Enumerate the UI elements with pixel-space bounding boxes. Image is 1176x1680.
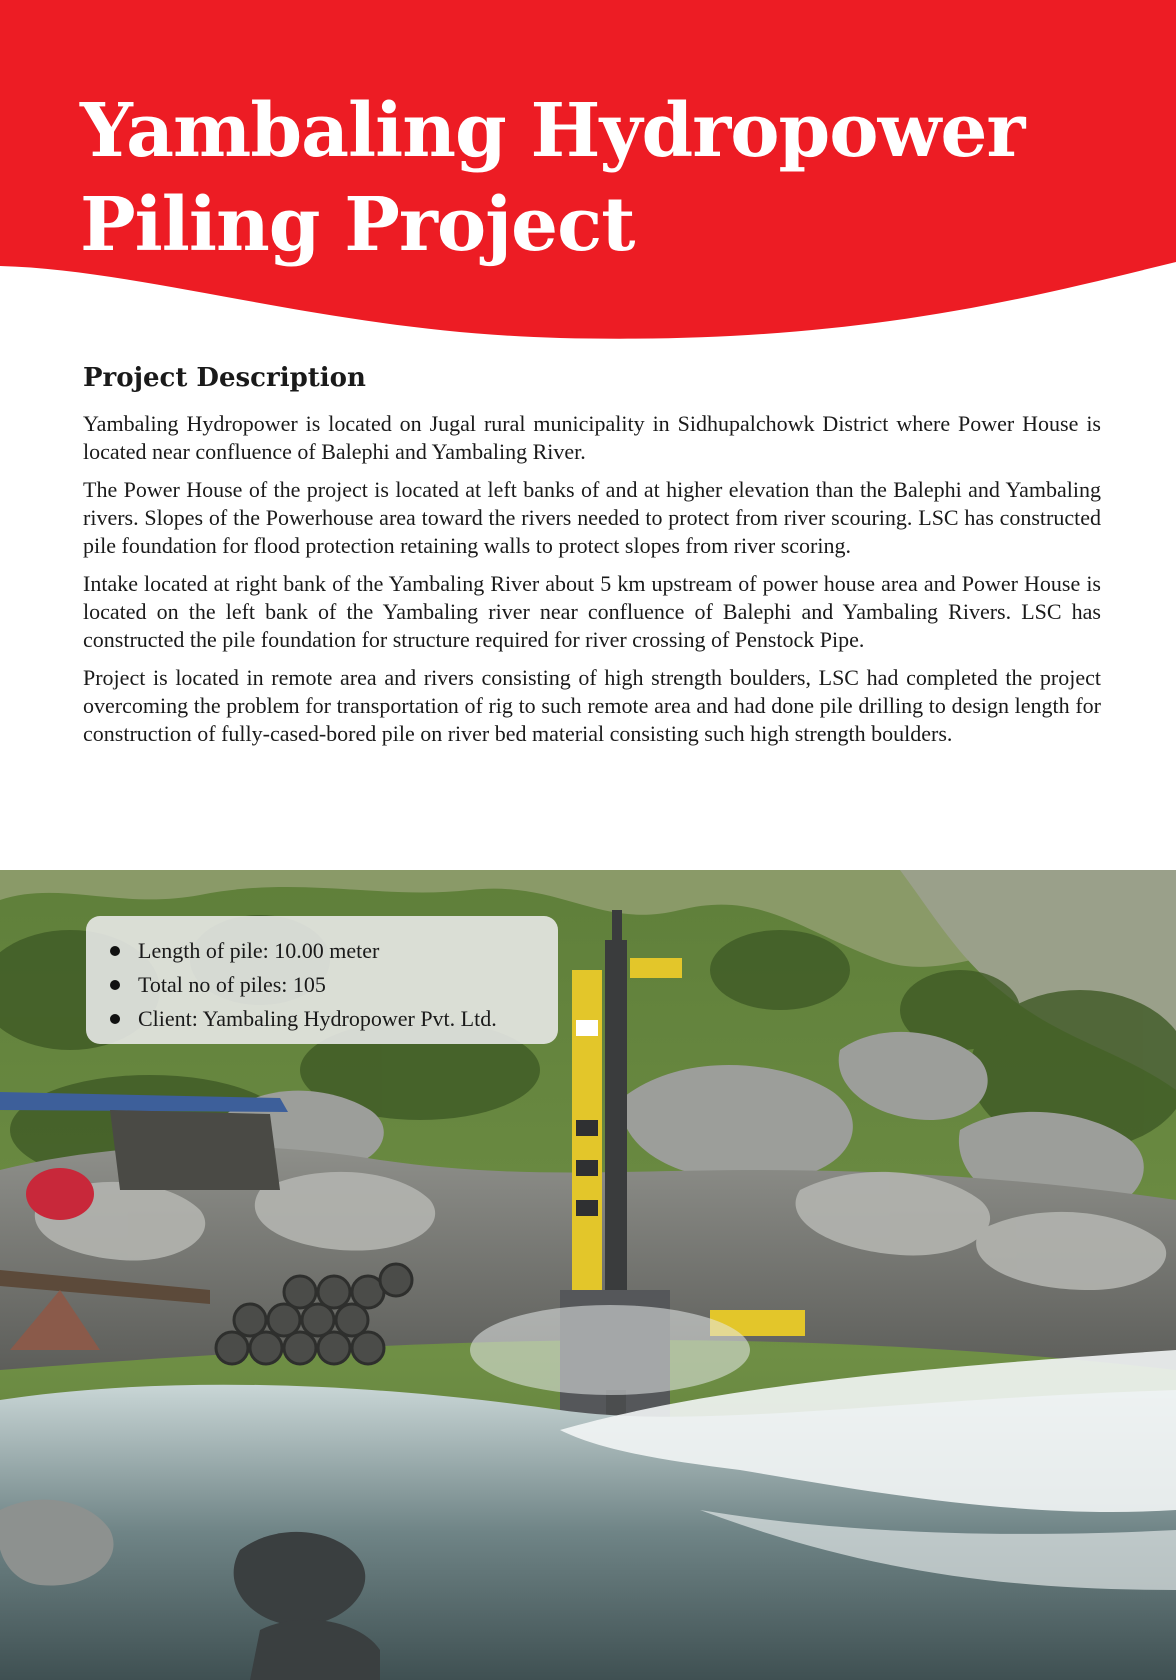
description-paragraph-1: Yambaling Hydropower is located on Jugal rural municipality in Sidhupalchowk District where Power House is located near confluence of Balephi and Yambaling River. (83, 411, 1101, 464)
description-paragraph-3: Intake located at right bank of the Yambaling River about 5 km upstream of power house area and Power House is located on the left bank of the Yambaling river near confluence of Balephi and Yambaling Rivers. LSC has constructed the pile foundation for structure required for river crossing of Penstock Pipe. (83, 571, 1101, 652)
bullet-icon (110, 1014, 120, 1024)
header-banner (0, 0, 1176, 345)
bullet-icon (110, 980, 120, 990)
fact-text: Total no of piles: 105 (138, 972, 326, 997)
fact-client (110, 1002, 538, 1036)
project-facts-box (86, 916, 558, 1044)
fact-total-piles (110, 968, 538, 1002)
fact-pile-length (110, 934, 538, 968)
fact-text: Length of pile: 10.00 meter (138, 938, 380, 963)
description-paragraph-4: Project is located in remote area and rivers consisting of high strength boulders, LSC had completed the project overcoming the problem for transportation of rig to such remote area and had done pile drilling to design length for construction of fully-cased-bored pile on river bed material consisting such high strength boulders. (83, 665, 1101, 746)
page-title (80, 84, 1024, 272)
page-title-line-1: Yambaling Hydropower (80, 88, 1025, 174)
fact-text: Client: Yambaling Hydropower Pvt. Ltd. (138, 1006, 497, 1031)
bullet-icon (110, 946, 120, 956)
project-description-section (83, 360, 1101, 758)
project-facts-list (110, 934, 538, 1036)
page-title-line-2: Piling Project (80, 182, 635, 268)
section-heading: Project Description (83, 363, 366, 393)
description-paragraph-2: The Power House of the project is located at left banks of and at higher elevation than the Balephi and Yambaling rivers. Slopes of the Powerhouse area toward the rivers needed to protect from river scouring. LSC has constructed pile foundation for flood protection retaining walls to protect slopes from river scoring. (83, 477, 1101, 558)
